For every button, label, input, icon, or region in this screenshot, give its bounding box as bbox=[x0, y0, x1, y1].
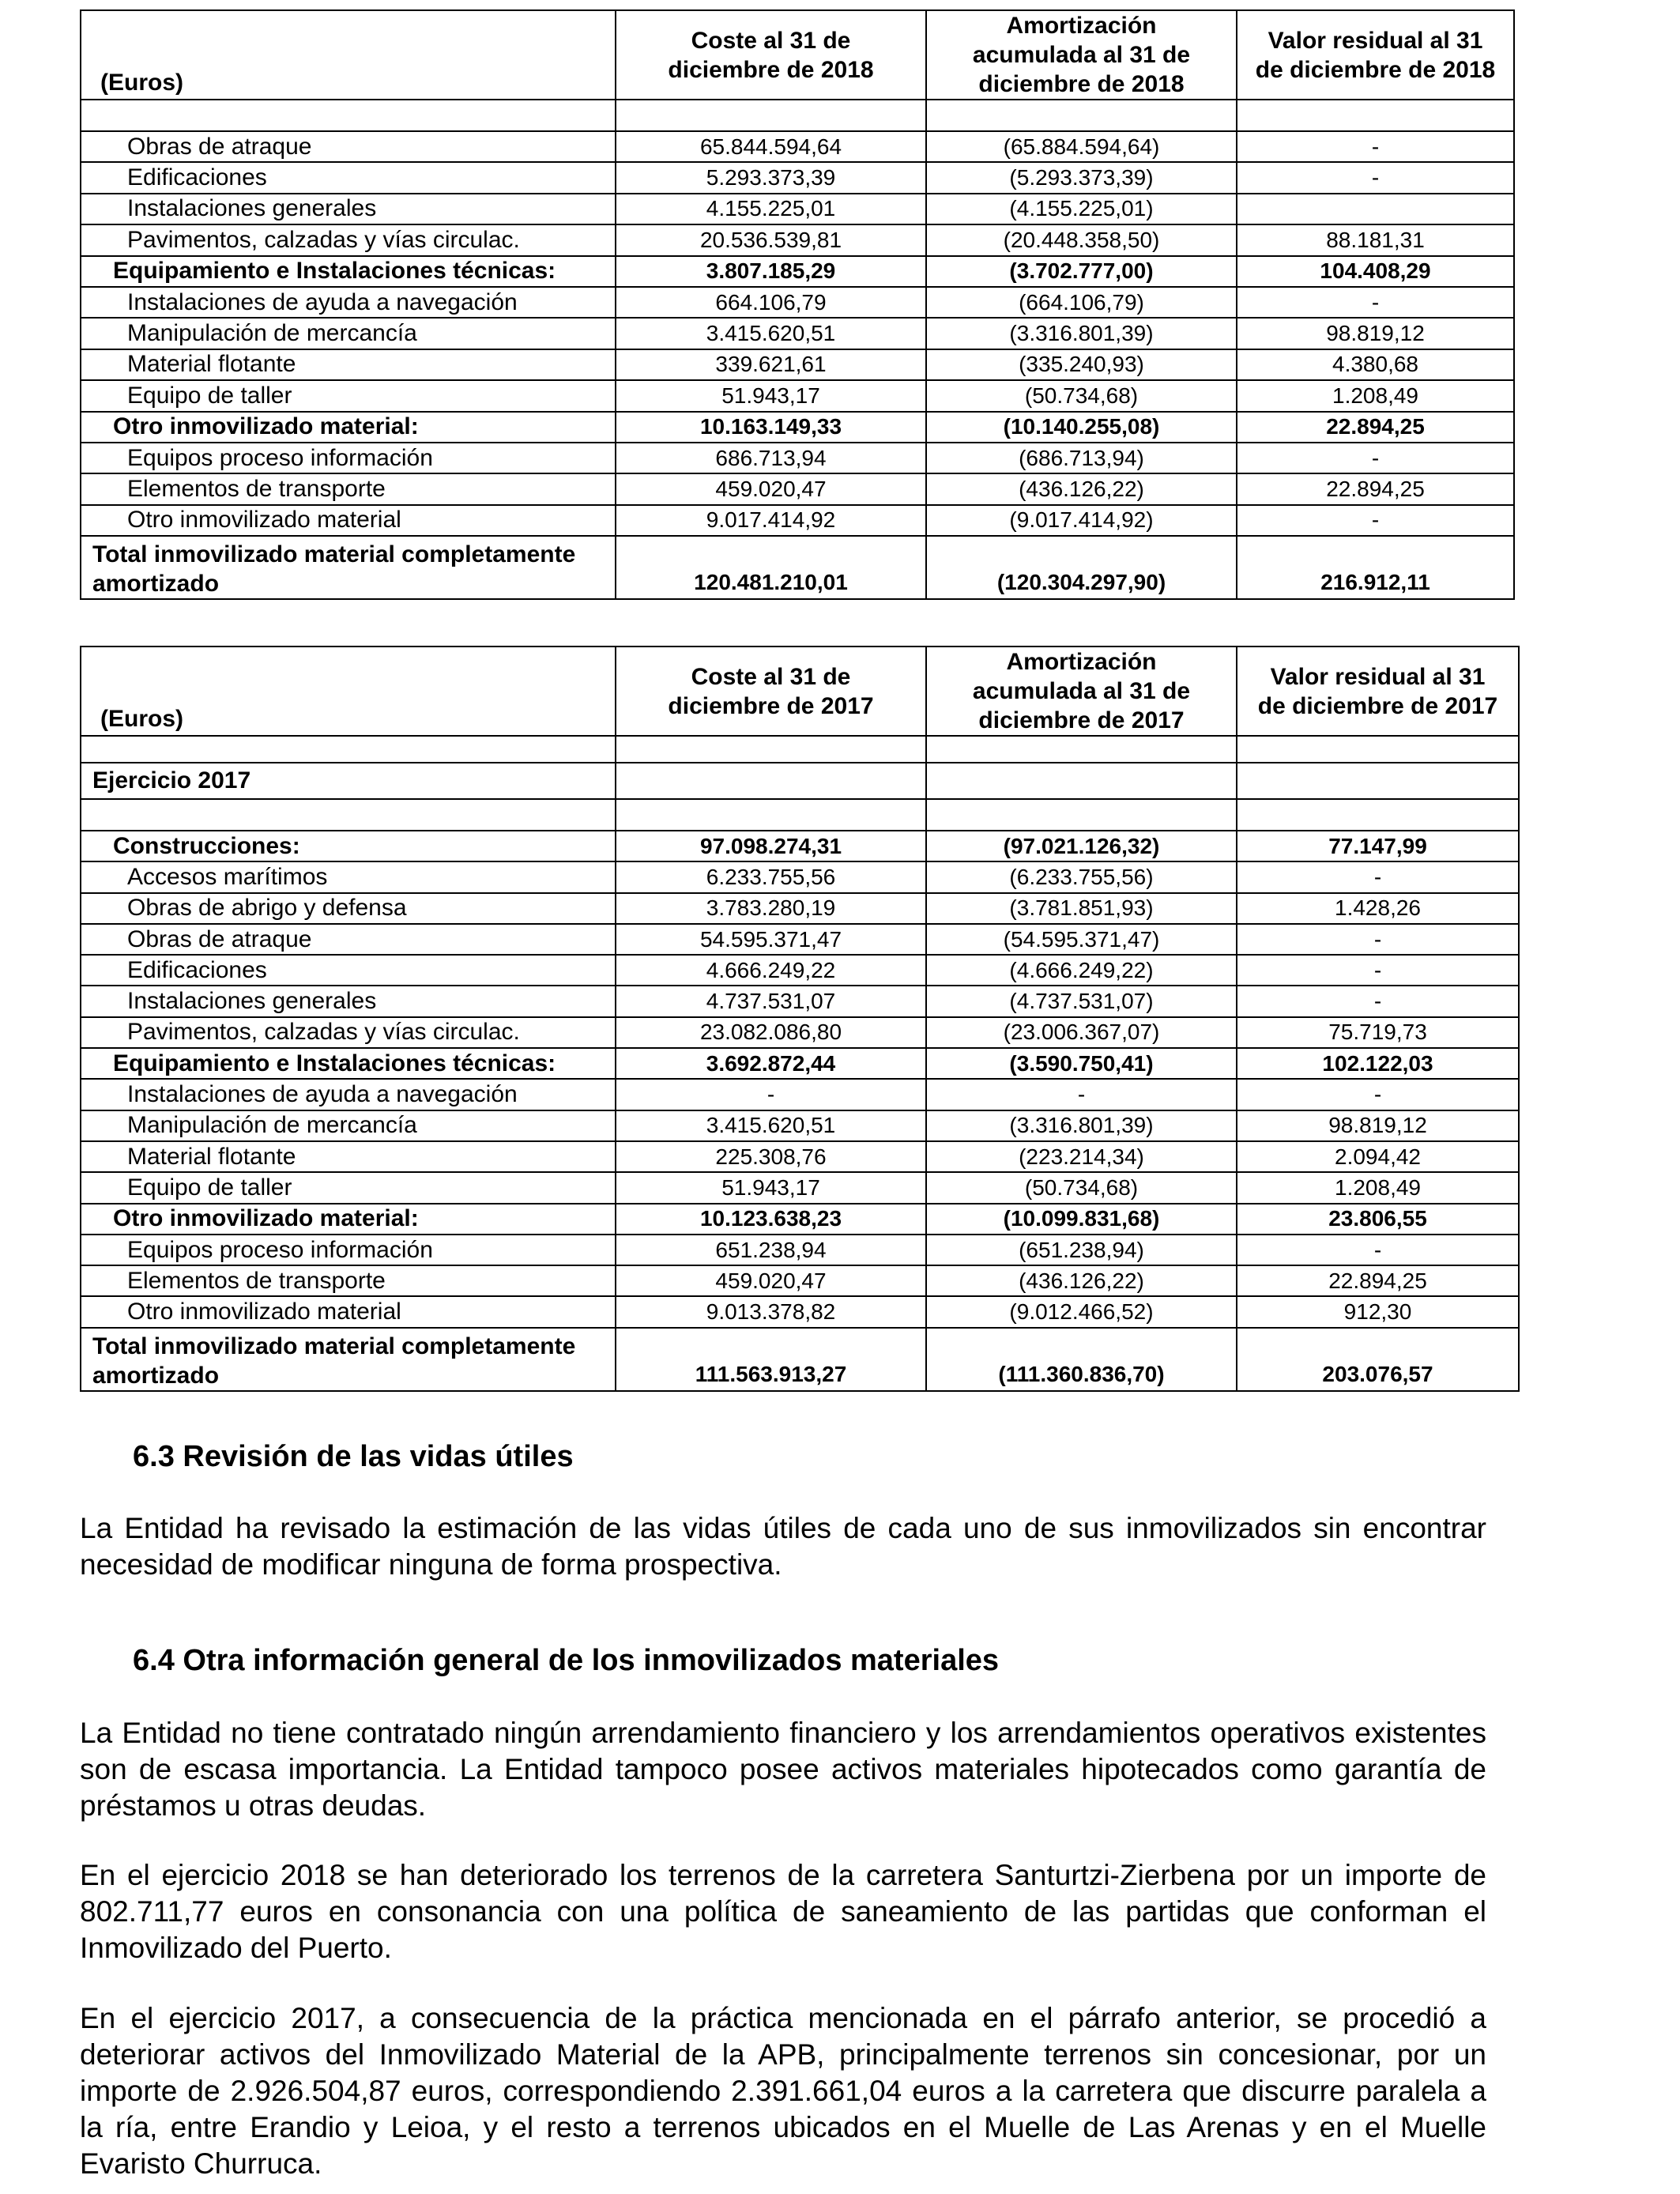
cost-cell: - bbox=[616, 1079, 926, 1110]
amortization-cell: (97.021.126,32) bbox=[926, 831, 1237, 861]
total-amortization: (120.304.297,90) bbox=[926, 536, 1237, 599]
amortization-cell: (20.448.358,50) bbox=[926, 224, 1237, 255]
header-euros: (Euros) bbox=[81, 647, 616, 736]
table-2018 bbox=[80, 9, 1515, 600]
residual-cell: 1.428,26 bbox=[1237, 893, 1519, 924]
table-row bbox=[81, 443, 1514, 473]
amortization-cell: (50.734,68) bbox=[926, 380, 1237, 411]
cost-cell: 459.020,47 bbox=[616, 473, 926, 504]
spacer-row bbox=[81, 100, 1514, 131]
amortization-cell: (3.702.777,00) bbox=[926, 256, 1237, 287]
header-amortization: Amortización acumulada al 31 de diciembre de 2017 bbox=[926, 647, 1237, 736]
row-label: Otro inmovilizado material bbox=[81, 505, 616, 536]
table-row bbox=[81, 861, 1519, 892]
amortization-cell: (4.737.531,07) bbox=[926, 986, 1237, 1016]
row-label: Otro inmovilizado material bbox=[81, 1296, 616, 1327]
table-row bbox=[81, 1110, 1519, 1141]
total-cost: 111.563.913,27 bbox=[616, 1328, 926, 1391]
total-label: Total inmovilizado material completamente amortizado bbox=[81, 1328, 616, 1391]
table-row bbox=[81, 1296, 1519, 1327]
cost-cell: 3.783.280,19 bbox=[616, 893, 926, 924]
cost-cell: 4.737.531,07 bbox=[616, 986, 926, 1016]
residual-cell: 22.894,25 bbox=[1237, 473, 1514, 504]
cost-cell: 3.415.620,51 bbox=[616, 1110, 926, 1141]
amortization-cell: (4.666.249,22) bbox=[926, 955, 1237, 986]
row-label: Edificaciones bbox=[81, 955, 616, 986]
row-label: Elementos de transporte bbox=[81, 1265, 616, 1296]
cost-cell: 6.233.755,56 bbox=[616, 861, 926, 892]
cost-cell: 5.293.373,39 bbox=[616, 162, 926, 193]
residual-cell: 102.122,03 bbox=[1237, 1048, 1519, 1079]
row-label: Edificaciones bbox=[81, 162, 616, 193]
row-label: Instalaciones de ayuda a navegación bbox=[81, 1079, 616, 1110]
amortization-cell: (686.713,94) bbox=[926, 443, 1237, 473]
amortization-cell: (54.595.371,47) bbox=[926, 924, 1237, 955]
section-6-4-paragraph-1: La Entidad no tiene contratado ningún arrendamiento financiero y los arrendamientos operativos existentes son de escasa importancia. La Entidad tampoco posee activos materiales hipotecados como garantía de préstamos u otras deudas. bbox=[80, 1717, 1486, 1822]
amortization-cell: (3.316.801,39) bbox=[926, 318, 1237, 349]
residual-cell: 22.894,25 bbox=[1237, 412, 1514, 443]
row-label: Otro inmovilizado material: bbox=[81, 1204, 616, 1235]
cost-cell: 4.155.225,01 bbox=[616, 194, 926, 224]
row-label: Otro inmovilizado material: bbox=[81, 412, 616, 443]
cost-cell: 664.106,79 bbox=[616, 287, 926, 318]
row-label: Pavimentos, calzadas y vías circulac. bbox=[81, 1017, 616, 1048]
table-row bbox=[81, 893, 1519, 924]
header-residual: Valor residual al 31 de diciembre de 2018 bbox=[1237, 10, 1514, 100]
table-2017 bbox=[80, 646, 1520, 1392]
row-label: Equipo de taller bbox=[81, 1172, 616, 1203]
table-row bbox=[81, 1265, 1519, 1296]
table-row bbox=[81, 473, 1514, 504]
cost-cell: 3.807.185,29 bbox=[616, 256, 926, 287]
row-label: Material flotante bbox=[81, 349, 616, 380]
section-6-4-paragraph-2: En el ejercicio 2018 se han deteriorado los terrenos de la carretera Santurtzi-Zierbena por un importe de 802.711,77 euros en consonancia con una política de saneamiento de las partidas que conforman el Inmovilizado del Puerto. bbox=[80, 1859, 1486, 1964]
row-label: Obras de atraque bbox=[81, 924, 616, 955]
table-row bbox=[81, 380, 1514, 411]
residual-cell: - bbox=[1237, 955, 1519, 986]
amortization-cell: (436.126,22) bbox=[926, 473, 1237, 504]
total-label: Total inmovilizado material completamente amortizado bbox=[81, 536, 616, 599]
table-row bbox=[81, 955, 1519, 986]
row-label: Equipos proceso información bbox=[81, 443, 616, 473]
row-label: Construcciones: bbox=[81, 831, 616, 861]
cost-cell: 225.308,76 bbox=[616, 1141, 926, 1172]
table-row bbox=[81, 349, 1514, 380]
amortization-cell: (5.293.373,39) bbox=[926, 162, 1237, 193]
amortization-cell: (3.316.801,39) bbox=[926, 1110, 1237, 1141]
table-row bbox=[81, 1204, 1519, 1235]
amortization-cell: (10.140.255,08) bbox=[926, 412, 1237, 443]
amortization-cell: (651.238,94) bbox=[926, 1235, 1237, 1265]
amortization-cell: (9.017.414,92) bbox=[926, 505, 1237, 536]
section-6-3-heading: 6.3 Revisión de las vidas útiles bbox=[133, 1440, 574, 1473]
header-euros: (Euros) bbox=[81, 10, 616, 100]
residual-cell: - bbox=[1237, 131, 1514, 162]
amortization-cell: (50.734,68) bbox=[926, 1172, 1237, 1203]
cost-cell: 651.238,94 bbox=[616, 1235, 926, 1265]
table-row bbox=[81, 1048, 1519, 1079]
residual-cell: - bbox=[1237, 1079, 1519, 1110]
residual-cell: - bbox=[1237, 443, 1514, 473]
residual-cell: - bbox=[1237, 162, 1514, 193]
residual-cell: - bbox=[1237, 986, 1519, 1016]
total-row bbox=[81, 536, 1514, 599]
cost-cell: 686.713,94 bbox=[616, 443, 926, 473]
amortization-cell: (9.012.466,52) bbox=[926, 1296, 1237, 1327]
header-amortization: Amortización acumulada al 31 de diciembre de 2018 bbox=[926, 10, 1237, 100]
cost-cell: 65.844.594,64 bbox=[616, 131, 926, 162]
year-label-row bbox=[81, 763, 1519, 799]
table-header bbox=[81, 647, 1519, 736]
cost-cell: 9.013.378,82 bbox=[616, 1296, 926, 1327]
residual-cell: 912,30 bbox=[1237, 1296, 1519, 1327]
amortization-cell: - bbox=[926, 1079, 1237, 1110]
row-label: Equipo de taller bbox=[81, 380, 616, 411]
residual-cell: 98.819,12 bbox=[1237, 1110, 1519, 1141]
cost-cell: 20.536.539,81 bbox=[616, 224, 926, 255]
total-row bbox=[81, 1328, 1519, 1391]
section-6-4-paragraph-3: En el ejercicio 2017, a consecuencia de la práctica mencionada en el párrafo anterior, se procedió a deteriorar activos del Inmovilizado Material de la APB, principalmente terrenos sin concesionar, por un importe de 2.926.504,87 euros, correspondiendo 2.391.661,04 euros a la carretera que discurre paralela a la ría, entre Erandio y Leioa, y el resto a terrenos ubicados en el Muelle de Las Arenas y en el Muelle Evaristo Churruca. bbox=[80, 2002, 1486, 2180]
row-label: Instalaciones de ayuda a navegación bbox=[81, 287, 616, 318]
residual-cell: - bbox=[1237, 861, 1519, 892]
row-label: Obras de atraque bbox=[81, 131, 616, 162]
row-label: Material flotante bbox=[81, 1141, 616, 1172]
total-amortization: (111.360.836,70) bbox=[926, 1328, 1237, 1391]
cost-cell: 23.082.086,80 bbox=[616, 1017, 926, 1048]
table-row bbox=[81, 924, 1519, 955]
residual-cell: - bbox=[1237, 505, 1514, 536]
header-cost: Coste al 31 de diciembre de 2018 bbox=[616, 10, 926, 100]
cost-cell: 4.666.249,22 bbox=[616, 955, 926, 986]
residual-cell: 1.208,49 bbox=[1237, 380, 1514, 411]
residual-cell: - bbox=[1237, 1235, 1519, 1265]
cost-cell: 3.692.872,44 bbox=[616, 1048, 926, 1079]
residual-cell: 104.408,29 bbox=[1237, 256, 1514, 287]
amortization-cell: (65.884.594,64) bbox=[926, 131, 1237, 162]
row-label: Pavimentos, calzadas y vías circulac. bbox=[81, 224, 616, 255]
table-row bbox=[81, 162, 1514, 193]
residual-cell: 2.094,42 bbox=[1237, 1141, 1519, 1172]
amortization-cell: (6.233.755,56) bbox=[926, 861, 1237, 892]
residual-cell bbox=[1237, 194, 1514, 224]
table-row bbox=[81, 194, 1514, 224]
cost-cell: 51.943,17 bbox=[616, 380, 926, 411]
total-residual: 203.076,57 bbox=[1237, 1328, 1519, 1391]
section-6-4-heading: 6.4 Otra información general de los inmovilizados materiales bbox=[133, 1644, 1000, 1677]
row-label: Accesos marítimos bbox=[81, 861, 616, 892]
amortization-cell: (10.099.831,68) bbox=[926, 1204, 1237, 1235]
row-label: Equipamiento e Instalaciones técnicas: bbox=[81, 256, 616, 287]
spacer-row bbox=[81, 736, 1519, 763]
residual-cell: 4.380,68 bbox=[1237, 349, 1514, 380]
row-label: Obras de abrigo y defensa bbox=[81, 893, 616, 924]
total-residual: 216.912,11 bbox=[1237, 536, 1514, 599]
amortization-cell: (3.781.851,93) bbox=[926, 893, 1237, 924]
amortization-cell: (664.106,79) bbox=[926, 287, 1237, 318]
year-label: Ejercicio 2017 bbox=[81, 763, 616, 799]
cost-cell: 51.943,17 bbox=[616, 1172, 926, 1203]
cost-cell: 10.123.638,23 bbox=[616, 1204, 926, 1235]
row-label: Instalaciones generales bbox=[81, 986, 616, 1016]
cost-cell: 10.163.149,33 bbox=[616, 412, 926, 443]
cost-cell: 9.017.414,92 bbox=[616, 505, 926, 536]
spacer-row bbox=[81, 799, 1519, 831]
table-row bbox=[81, 831, 1519, 861]
header-residual: Valor residual al 31 de diciembre de 2017 bbox=[1237, 647, 1519, 736]
table-row bbox=[81, 256, 1514, 287]
row-label: Manipulación de mercancía bbox=[81, 318, 616, 349]
row-label: Equipos proceso información bbox=[81, 1235, 616, 1265]
table-row bbox=[81, 287, 1514, 318]
amortization-cell: (436.126,22) bbox=[926, 1265, 1237, 1296]
table-row bbox=[81, 318, 1514, 349]
row-label: Elementos de transporte bbox=[81, 473, 616, 504]
cost-cell: 54.595.371,47 bbox=[616, 924, 926, 955]
table-row bbox=[81, 986, 1519, 1016]
residual-cell: - bbox=[1237, 287, 1514, 318]
header-cost: Coste al 31 de diciembre de 2017 bbox=[616, 647, 926, 736]
amortization-cell: (23.006.367,07) bbox=[926, 1017, 1237, 1048]
residual-cell: 88.181,31 bbox=[1237, 224, 1514, 255]
section-6-3-paragraph: La Entidad ha revisado la estimación de las vidas útiles de cada uno de sus inmovilizados sin encontrar necesidad de modificar ninguna de forma prospectiva. bbox=[80, 1512, 1486, 1581]
cost-cell: 459.020,47 bbox=[616, 1265, 926, 1296]
residual-cell: 98.819,12 bbox=[1237, 318, 1514, 349]
row-label: Manipulación de mercancía bbox=[81, 1110, 616, 1141]
cost-cell: 339.621,61 bbox=[616, 349, 926, 380]
table-row bbox=[81, 224, 1514, 255]
table-row bbox=[81, 1172, 1519, 1203]
total-cost: 120.481.210,01 bbox=[616, 536, 926, 599]
table-row bbox=[81, 131, 1514, 162]
table-row bbox=[81, 412, 1514, 443]
amortization-cell: (4.155.225,01) bbox=[926, 194, 1237, 224]
cost-cell: 3.415.620,51 bbox=[616, 318, 926, 349]
row-label: Instalaciones generales bbox=[81, 194, 616, 224]
residual-cell: 75.719,73 bbox=[1237, 1017, 1519, 1048]
row-label: Equipamiento e Instalaciones técnicas: bbox=[81, 1048, 616, 1079]
table-row bbox=[81, 1141, 1519, 1172]
table-header bbox=[81, 10, 1514, 100]
residual-cell: 23.806,55 bbox=[1237, 1204, 1519, 1235]
table-row bbox=[81, 1079, 1519, 1110]
residual-cell: 22.894,25 bbox=[1237, 1265, 1519, 1296]
table-row bbox=[81, 1017, 1519, 1048]
table-row bbox=[81, 1235, 1519, 1265]
residual-cell: 1.208,49 bbox=[1237, 1172, 1519, 1203]
table-row bbox=[81, 505, 1514, 536]
residual-cell: - bbox=[1237, 924, 1519, 955]
cost-cell: 97.098.274,31 bbox=[616, 831, 926, 861]
amortization-cell: (3.590.750,41) bbox=[926, 1048, 1237, 1079]
amortization-cell: (223.214,34) bbox=[926, 1141, 1237, 1172]
amortization-cell: (335.240,93) bbox=[926, 349, 1237, 380]
residual-cell: 77.147,99 bbox=[1237, 831, 1519, 861]
